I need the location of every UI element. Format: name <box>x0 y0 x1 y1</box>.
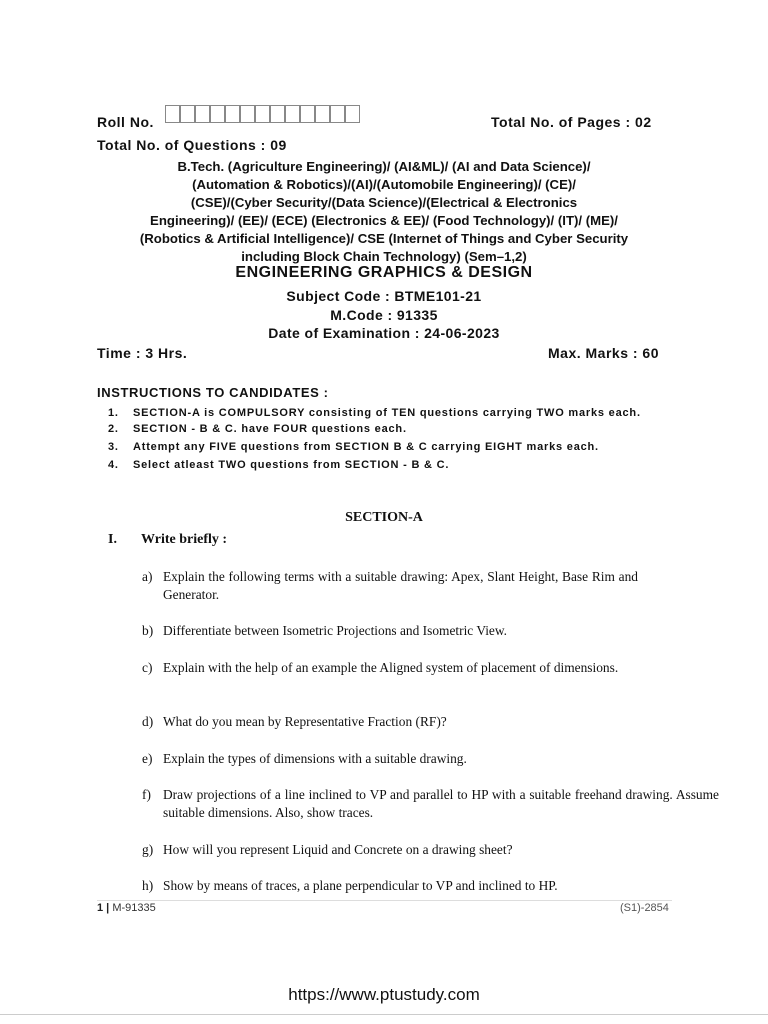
course-line: (Robotics & Artificial Intelligence)/ CSE (Internet of Things and Cyber Security <box>139 230 629 246</box>
instructions-heading: INSTRUCTIONS TO CANDIDATES : <box>97 385 329 400</box>
question-part-b <box>142 622 719 640</box>
paper-title: ENGINEERING GRAPHICS & DESIGN <box>235 264 533 281</box>
question-part-c <box>142 659 719 677</box>
roll-number-box <box>255 105 270 123</box>
footer-paper-code: (S1)-2854 <box>620 902 669 914</box>
footer-m-code: M-91335 <box>112 902 156 914</box>
part-label: f) <box>142 787 151 802</box>
question-number: I. <box>108 532 117 547</box>
roll-number-box <box>270 105 285 123</box>
part-label: b) <box>142 623 154 638</box>
instruction-number: 4. <box>108 459 119 471</box>
part-label: a) <box>142 569 153 584</box>
bottom-divider <box>0 1014 768 1015</box>
roll-number-box <box>300 105 315 123</box>
part-text: Differentiate between Isometric Projections and Isometric View. <box>163 623 508 638</box>
part-text: What do you mean by Representative Fraction (RF)? <box>163 714 447 729</box>
part-label: h) <box>142 878 154 893</box>
question-part-a <box>142 568 719 604</box>
part-text: How will you represent Liquid and Concrete on a drawing sheet? <box>163 842 513 857</box>
instruction-number: 2. <box>108 423 119 435</box>
part-label: c) <box>142 660 153 675</box>
exam-date: Date of Examination : 24-06-2023 <box>268 325 500 341</box>
part-text: Draw projections of a line inclined to VP and parallel to HP with a suitable freehand drawing. Assume suitable dimensions. Also, show traces. <box>163 787 719 820</box>
instruction-number: 1. <box>108 407 119 419</box>
instruction-text: SECTION - B & C. have FOUR questions each. <box>133 423 407 435</box>
total-pages: Total No. of Pages : 02 <box>491 114 652 130</box>
roll-number-box <box>165 105 180 123</box>
part-text: Explain the following terms with a suitable drawing: Apex, Slant Height, Base Rim and Generator. <box>163 569 638 602</box>
question-part-e <box>142 750 719 768</box>
m-code: M.Code : 91335 <box>330 306 438 323</box>
part-text: Explain the types of dimensions with a suitable drawing. <box>163 751 467 766</box>
roll-number-box <box>180 105 195 123</box>
roll-number-box <box>285 105 300 123</box>
footer-divider <box>97 900 672 901</box>
instruction-item <box>108 457 708 473</box>
question-part-f <box>142 786 719 822</box>
part-label: d) <box>142 714 154 729</box>
roll-number-box <box>330 105 345 123</box>
footer-page-info <box>97 902 156 914</box>
section-a-heading: SECTION-A <box>345 510 423 525</box>
instruction-item <box>108 421 708 437</box>
website-link[interactable]: https://www.ptustudy.com <box>288 985 480 1004</box>
instruction-text: Select atleast TWO questions from SECTION - B & C. <box>133 459 450 471</box>
instruction-number: 3. <box>108 441 119 453</box>
total-questions: Total No. of Questions : 09 <box>97 137 287 153</box>
roll-number-box <box>225 105 240 123</box>
roll-number-box <box>315 105 330 123</box>
part-text: Explain with the help of an example the Aligned system of placement of dimensions. <box>163 660 619 675</box>
question-title: Write briefly : <box>141 532 228 547</box>
footer-page-number: 1 | <box>97 902 110 914</box>
instruction-text: SECTION-A is COMPULSORY consisting of TEN questions carrying TWO marks each. <box>133 407 641 419</box>
part-label: e) <box>142 751 153 766</box>
course-line: B.Tech. (Agriculture Engineering)/ (AI&ML)/ (AI and Data Science)/ <box>177 159 591 174</box>
roll-number-label: Roll No. <box>97 114 154 130</box>
course-line: (Automation & Robotics)/(AI)/(Automobile Engineering)/ (CE)/ <box>192 176 576 192</box>
course-line: including Block Chain Technology) (Sem–1,2) <box>241 248 527 264</box>
question-part-g <box>142 841 719 859</box>
course-list <box>100 158 668 265</box>
roll-number-box <box>195 105 210 123</box>
roll-number-box <box>210 105 225 123</box>
roll-number-box <box>240 105 255 123</box>
part-label: g) <box>142 842 154 857</box>
roll-number-boxes <box>165 105 360 123</box>
course-line: Engineering)/ (EE)/ (ECE) (Electronics & EE)/ (Food Technology)/ (IT)/ (ME)/ <box>150 212 618 228</box>
question-part-h <box>142 877 719 895</box>
instruction-text: Attempt any FIVE questions from SECTION B & C carrying EIGHT marks each. <box>133 441 599 453</box>
paper-codes <box>100 287 668 343</box>
instructions-list <box>108 405 708 473</box>
question-part-d <box>142 713 719 731</box>
max-marks: Max. Marks : 60 <box>548 345 659 361</box>
instruction-item <box>108 405 708 421</box>
exam-time: Time : 3 Hrs. <box>97 345 188 361</box>
part-text: Show by means of traces, a plane perpendicular to VP and inclined to HP. <box>163 878 558 893</box>
roll-number-box <box>345 105 360 123</box>
course-line: (CSE)/(Cyber Security/(Data Science)/(Electrical & Electronics <box>190 194 578 210</box>
subject-code: Subject Code : BTME101-21 <box>286 288 482 304</box>
instruction-item <box>108 439 708 455</box>
